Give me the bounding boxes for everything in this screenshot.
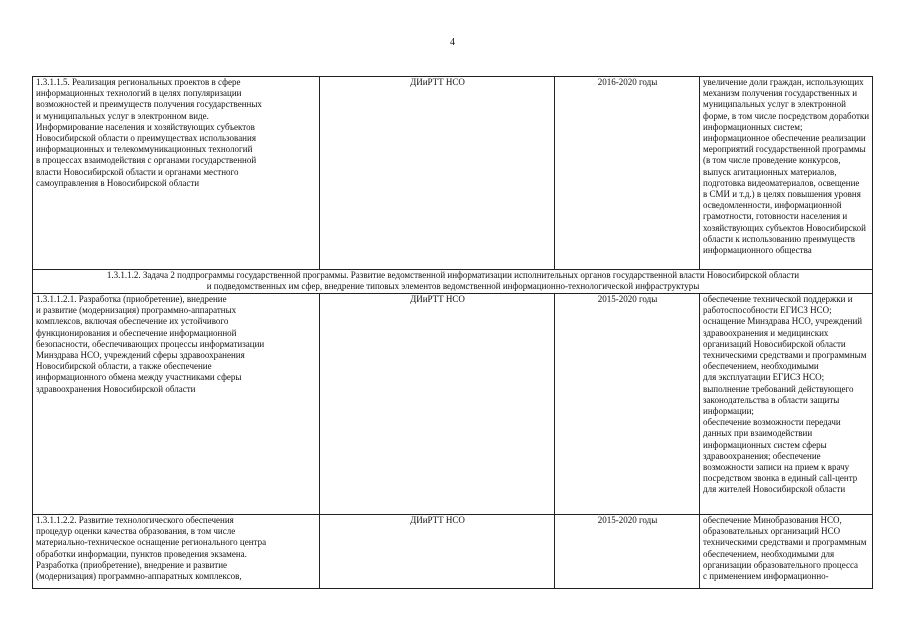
table-row-1-3-1-1-2-1 — [33, 294, 873, 515]
activity-expected-result: обеспечение Минобразования НСО, образовательных организаций НСО техническими средствами и программным обеспечением, необходимыми для организации образовательного процесса с применением информационно- — [700, 515, 873, 589]
activity-executor: ДИиРТТ НСО — [320, 294, 555, 515]
activity-period: 2015-2020 годы — [555, 294, 700, 515]
program-activities-table — [32, 76, 873, 589]
activity-period: 2016-2020 годы — [555, 77, 700, 270]
activity-description: 1.3.1.1.2.1. Разработка (приобретение), внедрение и развитие (модернизация) программно-аппаратных комплексов, включая обеспечение их устойчивого функционирования и обеспечение информационной безопасности, обеспечивающих процессы информатизации Минздрава НСО, учреждений сферы здравоохранения Новосибирской области, а также обеспечение информационного обмена между участниками сферы здравоохранения Новосибирской области — [33, 294, 320, 515]
table-row-1-3-1-1-5 — [33, 77, 873, 270]
activity-expected-result: обеспечение технической поддержки и работоспособности ЕГИСЗ НСО; оснащение Минздрава НСО, учреждений здравоохранения и медицинских организаций Новосибирской области техническими средствами и программным обеспечением, необходимыми для эксплуатации ЕГИСЗ НСО; выполнение требований действующего законодательства в области защиты информации; обеспечение возможности передачи данных при взаимодействии информационных систем сферы здравоохранения; обеспечение возможности записи на прием к врачу посредством звонка в единый call-центр для жителей Новосибирской области — [700, 294, 873, 515]
activity-executor: ДИиРТТ НСО — [320, 77, 555, 270]
table-row-task-2 — [33, 270, 873, 294]
task-heading: 1.3.1.1.2. Задача 2 подпрограммы государственной программы. Развитие ведомственной информатизации исполнительных органов государственной власти Новосибирской области и подведомственных им сфер, внедрение типовых элементов ведомственной информационно-технологической инфраструктуры — [33, 270, 873, 294]
page-number: 4 — [450, 37, 455, 48]
activity-description: 1.3.1.1.2.2. Развитие технологического обеспечения процедур оценки качества образования, в том числе материально-техническое оснащение регионального центра обработки информации, пунктов проведения экзамена. Разработка (приобретение), внедрение и развитие (модернизация) программно-аппаратных комплексов, — [33, 515, 320, 589]
activity-description: 1.3.1.1.5. Реализация региональных проектов в сфере информационных технологий в целях популяризации возможностей и преимуществ получения государственных и муниципальных услуг в электронном виде. Информирование населения и хозяйствующих субъектов Новосибирской области о преимуществах использования информационных и телекоммуникационных технологий в процессах взаимодействия с органами государственной власти Новосибирской области и органами местного самоуправления в Новосибирской области — [33, 77, 320, 270]
activity-executor: ДИиРТТ НСО — [320, 515, 555, 589]
activity-expected-result: увеличение доли граждан, использующих механизм получения государственных и муниципальных услуг в электронной форме, в том числе посредством доработки информационных систем; информационное обеспечение реализации мероприятий государственной программы (в том числе проведение конкурсов, выпуск агитационных материалов, подготовка видеоматериалов, освещение в СМИ и т.д.) в целях повышения уровня осведомленности, информационной грамотности, готовности населения и хозяйствующих субъектов Новосибирской области к использованию преимуществ информационного общества — [700, 77, 873, 270]
activity-period: 2015-2020 годы — [555, 515, 700, 589]
table-row-1-3-1-1-2-2 — [33, 515, 873, 589]
